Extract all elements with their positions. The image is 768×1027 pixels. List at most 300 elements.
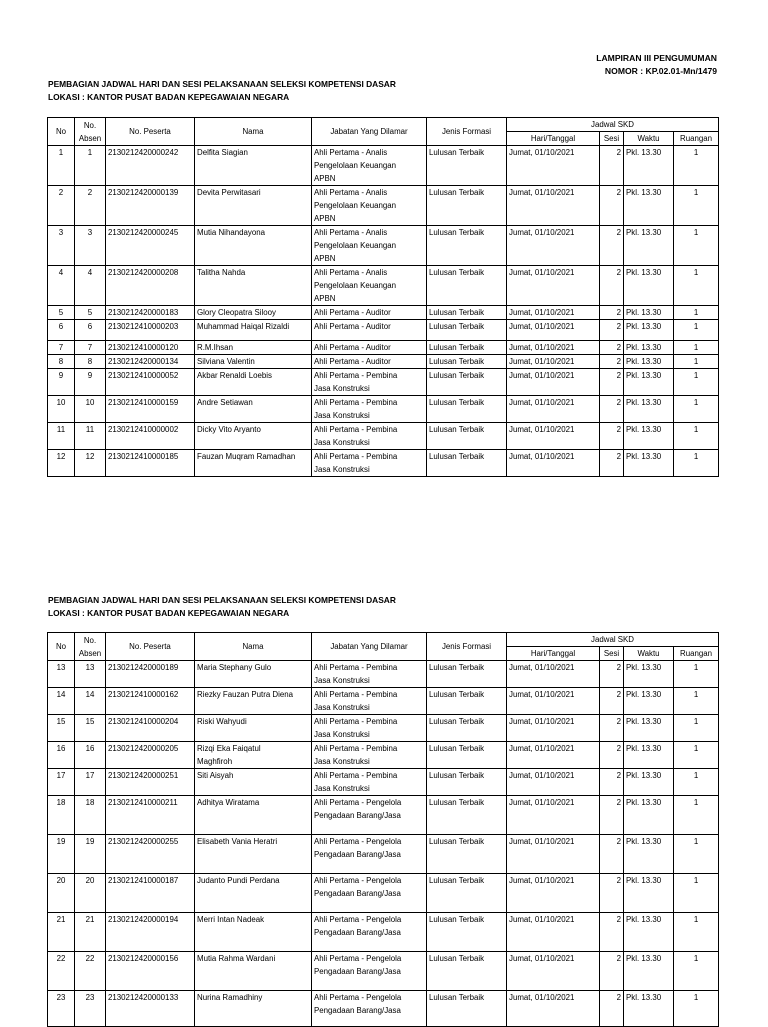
table-row	[48, 991, 719, 1027]
cell-formasi: Lulusan Terbaik	[427, 835, 507, 874]
cell-nama	[195, 226, 312, 266]
cell-ruangan: 1	[674, 355, 719, 369]
cell-absen: 9	[75, 369, 106, 396]
cell-peserta: 2130212420000183	[106, 306, 195, 320]
cell-no: 10	[48, 396, 75, 423]
cell-jabatan-line: Pengelolaan Keuangan	[314, 241, 397, 250]
cell-sesi: 2	[600, 146, 624, 186]
cell-nama-line: Muhammad Haiqal Rizaldi	[197, 322, 290, 331]
col-ruangan: Ruangan	[674, 647, 719, 661]
cell-jabatan-line: Ahli Pertama - Pembina	[314, 398, 398, 407]
table-row	[48, 835, 719, 874]
cell-nama	[195, 661, 312, 688]
cell-no: 15	[48, 715, 75, 742]
cell-hari: Jumat, 01/10/2021	[507, 688, 600, 715]
cell-jabatan-line: Pengelolaan Keuangan	[314, 281, 397, 290]
cell-jabatan-line: Jasa Konstruksi	[314, 465, 370, 474]
cell-waktu: Pkl. 13.30	[624, 266, 674, 306]
cell-jabatan	[312, 369, 427, 396]
cell-nama-line: Maghfiroh	[197, 757, 233, 766]
cell-ruangan: 1	[674, 991, 719, 1027]
cell-no: 13	[48, 661, 75, 688]
table-body-2	[48, 661, 719, 1027]
cell-absen: 4	[75, 266, 106, 306]
cell-absen: 20	[75, 874, 106, 913]
table-row	[48, 661, 719, 688]
cell-jabatan	[312, 952, 427, 991]
table-row	[48, 796, 719, 835]
cell-jabatan	[312, 661, 427, 688]
cell-formasi: Lulusan Terbaik	[427, 146, 507, 186]
cell-no: 18	[48, 796, 75, 835]
cell-hari: Jumat, 01/10/2021	[507, 742, 600, 769]
cell-ruangan: 1	[674, 742, 719, 769]
table-row	[48, 396, 719, 423]
cell-waktu: Pkl. 13.30	[624, 742, 674, 769]
cell-formasi: Lulusan Terbaik	[427, 423, 507, 450]
cell-nama	[195, 146, 312, 186]
cell-absen: 23	[75, 991, 106, 1027]
table-row	[48, 874, 719, 913]
col-formasi: Jenis Formasi	[427, 118, 507, 146]
cell-no: 1	[48, 146, 75, 186]
cell-nama	[195, 952, 312, 991]
cell-absen: 22	[75, 952, 106, 991]
cell-nama-line: Maria Stephany Gulo	[197, 663, 272, 672]
cell-hari: Jumat, 01/10/2021	[507, 146, 600, 186]
cell-nama	[195, 874, 312, 913]
cell-ruangan: 1	[674, 306, 719, 320]
cell-no: 3	[48, 226, 75, 266]
cell-jabatan-line: Ahli Pertama - Pembina	[314, 771, 398, 780]
cell-jabatan-line: Ahli Pertama - Analis	[314, 268, 388, 277]
cell-jabatan	[312, 341, 427, 355]
cell-peserta: 2130212410000185	[106, 450, 195, 477]
cell-nama-line: Delfita Siagian	[197, 148, 248, 157]
cell-jabatan-line: Jasa Konstruksi	[314, 730, 370, 739]
cell-nama	[195, 306, 312, 320]
table-row	[48, 320, 719, 341]
cell-no: 12	[48, 450, 75, 477]
cell-peserta: 2130212420000205	[106, 742, 195, 769]
cell-jabatan-line: Ahli Pertama - Pengelola	[314, 993, 402, 1002]
cell-hari: Jumat, 01/10/2021	[507, 341, 600, 355]
cell-jabatan	[312, 742, 427, 769]
cell-formasi: Lulusan Terbaik	[427, 874, 507, 913]
cell-sesi: 2	[600, 341, 624, 355]
cell-nama	[195, 355, 312, 369]
cell-ruangan: 1	[674, 688, 719, 715]
cell-jabatan-line: Jasa Konstruksi	[314, 438, 370, 447]
cell-peserta: 2130212420000255	[106, 835, 195, 874]
cell-hari: Jumat, 01/10/2021	[507, 450, 600, 477]
cell-jabatan-line: APBN	[314, 254, 336, 263]
cell-formasi: Lulusan Terbaik	[427, 769, 507, 796]
cell-peserta: 2130212420000245	[106, 226, 195, 266]
cell-nama-line: Rizqi Eka Faiqatul	[197, 744, 261, 753]
cell-sesi: 2	[600, 874, 624, 913]
cell-sesi: 2	[600, 369, 624, 396]
cell-waktu: Pkl. 13.30	[624, 688, 674, 715]
cell-waktu: Pkl. 13.30	[624, 661, 674, 688]
cell-peserta: 2130212420000208	[106, 266, 195, 306]
cell-jabatan-line: Jasa Konstruksi	[314, 411, 370, 420]
col-waktu: Waktu	[624, 647, 674, 661]
heading-lokasi: LOKASI : KANTOR PUSAT BADAN KEPEGAWAIAN NEGARA	[48, 92, 290, 102]
cell-jabatan-line: Pengelolaan Keuangan	[314, 201, 397, 210]
cell-no: 9	[48, 369, 75, 396]
cell-formasi: Lulusan Terbaik	[427, 688, 507, 715]
cell-jabatan-line: Pengadaan Barang/Jasa	[314, 928, 401, 937]
cell-hari: Jumat, 01/10/2021	[507, 369, 600, 396]
table-row	[48, 306, 719, 320]
cell-nama-line: Elisabeth Vania Heratri	[197, 837, 278, 846]
cell-nama	[195, 769, 312, 796]
cell-no: 14	[48, 688, 75, 715]
cell-waktu: Pkl. 13.30	[624, 715, 674, 742]
cell-nama-line: Mutia Nihandayona	[197, 228, 265, 237]
col-sesi: Sesi	[600, 132, 624, 146]
cell-ruangan: 1	[674, 423, 719, 450]
cell-peserta: 2130212420000242	[106, 146, 195, 186]
cell-ruangan: 1	[674, 320, 719, 341]
cell-absen: 2	[75, 186, 106, 226]
cell-sesi: 2	[600, 742, 624, 769]
cell-jabatan	[312, 186, 427, 226]
cell-hari: Jumat, 01/10/2021	[507, 355, 600, 369]
col-jadwal: Jadwal SKD	[507, 633, 719, 647]
cell-nama-line: Silviana Valentin	[197, 357, 255, 366]
heading-lokasi: LOKASI : KANTOR PUSAT BADAN KEPEGAWAIAN NEGARA	[48, 608, 290, 618]
lampiran-nomor: NOMOR : KP.02.01-Mn/1479	[604, 66, 717, 76]
cell-sesi: 2	[600, 835, 624, 874]
cell-peserta: 2130212420000139	[106, 186, 195, 226]
cell-nama	[195, 396, 312, 423]
cell-formasi: Lulusan Terbaik	[427, 306, 507, 320]
cell-no: 6	[48, 320, 75, 341]
cell-hari: Jumat, 01/10/2021	[507, 306, 600, 320]
cell-absen: 10	[75, 396, 106, 423]
cell-sesi: 2	[600, 688, 624, 715]
cell-jabatan-line: Ahli Pertama - Analis	[314, 148, 388, 157]
table-row	[48, 742, 719, 769]
cell-absen: 19	[75, 835, 106, 874]
cell-waktu: Pkl. 13.30	[624, 226, 674, 266]
table-row	[48, 450, 719, 477]
cell-hari: Jumat, 01/10/2021	[507, 266, 600, 306]
cell-waktu: Pkl. 13.30	[624, 913, 674, 952]
table-row	[48, 913, 719, 952]
cell-nama-line: Akbar Renaldi Loebis	[197, 371, 273, 380]
cell-jabatan-line: Ahli Pertama - Pengelola	[314, 915, 402, 924]
cell-ruangan: 1	[674, 186, 719, 226]
cell-jabatan	[312, 355, 427, 369]
col-hari: Hari/Tanggal	[507, 647, 600, 661]
cell-jabatan-line: Pengadaan Barang/Jasa	[314, 889, 401, 898]
col-nama: Nama	[195, 633, 312, 661]
cell-waktu: Pkl. 13.30	[624, 796, 674, 835]
cell-ruangan: 1	[674, 769, 719, 796]
cell-peserta: 2130212420000189	[106, 661, 195, 688]
cell-jabatan-line: Pengadaan Barang/Jasa	[314, 850, 401, 859]
cell-jabatan-line: Ahli Pertama - Analis	[314, 188, 388, 197]
cell-hari: Jumat, 01/10/2021	[507, 423, 600, 450]
cell-peserta: 2130212410000052	[106, 369, 195, 396]
cell-no: 19	[48, 835, 75, 874]
cell-nama	[195, 186, 312, 226]
table-row	[48, 266, 719, 306]
cell-sesi: 2	[600, 306, 624, 320]
cell-hari: Jumat, 01/10/2021	[507, 186, 600, 226]
cell-absen: 3	[75, 226, 106, 266]
cell-no: 17	[48, 769, 75, 796]
table-row	[48, 769, 719, 796]
cell-absen: 7	[75, 341, 106, 355]
cell-no: 21	[48, 913, 75, 952]
cell-formasi: Lulusan Terbaik	[427, 796, 507, 835]
cell-formasi: Lulusan Terbaik	[427, 715, 507, 742]
cell-formasi: Lulusan Terbaik	[427, 369, 507, 396]
cell-jabatan-line: Jasa Konstruksi	[314, 784, 370, 793]
cell-sesi: 2	[600, 952, 624, 991]
table-row	[48, 952, 719, 991]
cell-jabatan	[312, 423, 427, 450]
cell-ruangan: 1	[674, 369, 719, 396]
cell-jabatan	[312, 715, 427, 742]
cell-jabatan-line: Ahli Pertama - Auditor	[314, 343, 391, 352]
cell-jabatan-line: Ahli Pertama - Pembina	[314, 452, 398, 461]
schedule-table-2	[47, 632, 719, 1027]
cell-nama-line: Talitha Nahda	[197, 268, 246, 277]
cell-waktu: Pkl. 13.30	[624, 874, 674, 913]
section-heading-1	[48, 78, 396, 104]
cell-nama-line: Merri Intan Nadeak	[197, 915, 265, 924]
cell-nama-line: Riski Wahyudi	[197, 717, 247, 726]
cell-ruangan: 1	[674, 266, 719, 306]
cell-jabatan-line: Ahli Pertama - Pengelola	[314, 876, 402, 885]
col-formasi: Jenis Formasi	[427, 633, 507, 661]
cell-formasi: Lulusan Terbaik	[427, 320, 507, 341]
cell-ruangan: 1	[674, 450, 719, 477]
table-row	[48, 146, 719, 186]
table-body-1	[48, 146, 719, 477]
cell-absen: 11	[75, 423, 106, 450]
table-row	[48, 186, 719, 226]
lampiran-title: LAMPIRAN III PENGUMUMAN	[596, 53, 717, 63]
cell-jabatan-line: Ahli Pertama - Pembina	[314, 371, 398, 380]
table-row	[48, 715, 719, 742]
cell-no: 20	[48, 874, 75, 913]
cell-jabatan-line: Ahli Pertama - Auditor	[314, 308, 391, 317]
cell-hari: Jumat, 01/10/2021	[507, 320, 600, 341]
table-row	[48, 369, 719, 396]
cell-nama	[195, 742, 312, 769]
cell-jabatan-line: Jasa Konstruksi	[314, 757, 370, 766]
cell-jabatan	[312, 306, 427, 320]
cell-jabatan-line: Ahli Pertama - Pembina	[314, 717, 398, 726]
schedule-table-1	[47, 117, 719, 477]
cell-nama	[195, 450, 312, 477]
cell-sesi: 2	[600, 450, 624, 477]
heading-title: PEMBAGIAN JADWAL HARI DAN SESI PELAKSANAAN SELEKSI KOMPETENSI DASAR	[48, 595, 396, 605]
cell-absen: 13	[75, 661, 106, 688]
cell-formasi: Lulusan Terbaik	[427, 186, 507, 226]
cell-sesi: 2	[600, 396, 624, 423]
cell-formasi: Lulusan Terbaik	[427, 913, 507, 952]
cell-hari: Jumat, 01/10/2021	[507, 715, 600, 742]
cell-hari: Jumat, 01/10/2021	[507, 835, 600, 874]
cell-absen: 8	[75, 355, 106, 369]
cell-nama-line: Siti Aisyah	[197, 771, 234, 780]
col-jabatan: Jabatan Yang Dilamar	[312, 633, 427, 661]
cell-nama-line: Adhitya Wiratama	[197, 798, 260, 807]
cell-jabatan-line: Ahli Pertama - Pengelola	[314, 798, 402, 807]
col-waktu: Waktu	[624, 132, 674, 146]
cell-nama	[195, 835, 312, 874]
cell-peserta: 2130212410000204	[106, 715, 195, 742]
cell-jabatan-line: Pengelolaan Keuangan	[314, 161, 397, 170]
cell-jabatan	[312, 874, 427, 913]
cell-ruangan: 1	[674, 341, 719, 355]
cell-peserta: 2130212410000159	[106, 396, 195, 423]
col-jabatan: Jabatan Yang Dilamar	[312, 118, 427, 146]
cell-jabatan	[312, 913, 427, 952]
col-hari: Hari/Tanggal	[507, 132, 600, 146]
cell-ruangan: 1	[674, 715, 719, 742]
cell-formasi: Lulusan Terbaik	[427, 450, 507, 477]
cell-no: 23	[48, 991, 75, 1027]
cell-no: 8	[48, 355, 75, 369]
cell-waktu: Pkl. 13.30	[624, 186, 674, 226]
cell-nama-line: Fauzan Muqram Ramadhan	[197, 452, 296, 461]
cell-peserta: 2130212410000187	[106, 874, 195, 913]
cell-absen: 12	[75, 450, 106, 477]
cell-nama-line: Nurina Ramadhiny	[197, 993, 263, 1002]
cell-peserta: 2130212410000120	[106, 341, 195, 355]
cell-jabatan-line: APBN	[314, 174, 336, 183]
cell-waktu: Pkl. 13.30	[624, 146, 674, 186]
cell-jabatan	[312, 991, 427, 1027]
cell-jabatan	[312, 320, 427, 341]
cell-jabatan-line: Pengadaan Barang/Jasa	[314, 967, 401, 976]
cell-absen: 5	[75, 306, 106, 320]
cell-nama	[195, 913, 312, 952]
cell-absen: 6	[75, 320, 106, 341]
cell-waktu: Pkl. 13.30	[624, 952, 674, 991]
cell-jabatan-line: Ahli Pertama - Pembina	[314, 690, 398, 699]
cell-no: 5	[48, 306, 75, 320]
cell-sesi: 2	[600, 913, 624, 952]
cell-ruangan: 1	[674, 835, 719, 874]
cell-waktu: Pkl. 13.30	[624, 769, 674, 796]
cell-peserta: 2130212410000203	[106, 320, 195, 341]
table-row	[48, 688, 719, 715]
cell-jabatan-line: Jasa Konstruksi	[314, 384, 370, 393]
cell-formasi: Lulusan Terbaik	[427, 266, 507, 306]
cell-formasi: Lulusan Terbaik	[427, 661, 507, 688]
cell-jabatan	[312, 450, 427, 477]
cell-jabatan	[312, 266, 427, 306]
cell-jabatan	[312, 796, 427, 835]
cell-absen: 16	[75, 742, 106, 769]
cell-hari: Jumat, 01/10/2021	[507, 769, 600, 796]
cell-sesi: 2	[600, 423, 624, 450]
cell-sesi: 2	[600, 266, 624, 306]
cell-absen: 1	[75, 146, 106, 186]
cell-sesi: 2	[600, 226, 624, 266]
cell-jabatan-line: APBN	[314, 294, 336, 303]
cell-waktu: Pkl. 13.30	[624, 835, 674, 874]
table-row	[48, 355, 719, 369]
cell-ruangan: 1	[674, 796, 719, 835]
cell-ruangan: 1	[674, 913, 719, 952]
cell-sesi: 2	[600, 769, 624, 796]
cell-no: 4	[48, 266, 75, 306]
cell-ruangan: 1	[674, 874, 719, 913]
lampiran-block	[560, 52, 717, 78]
col-absen: No. Absen	[75, 633, 106, 661]
cell-waktu: Pkl. 13.30	[624, 306, 674, 320]
cell-ruangan: 1	[674, 661, 719, 688]
cell-jabatan-line: Ahli Pertama - Auditor	[314, 322, 391, 331]
heading-title: PEMBAGIAN JADWAL HARI DAN SESI PELAKSANAAN SELEKSI KOMPETENSI DASAR	[48, 79, 396, 89]
cell-nama-line: Judanto Pundi Perdana	[197, 876, 280, 885]
table-row	[48, 341, 719, 355]
cell-nama	[195, 991, 312, 1027]
cell-nama	[195, 341, 312, 355]
cell-sesi: 2	[600, 796, 624, 835]
col-absen: No. Absen	[75, 118, 106, 146]
cell-nama	[195, 688, 312, 715]
cell-absen: 15	[75, 715, 106, 742]
cell-no: 7	[48, 341, 75, 355]
cell-waktu: Pkl. 13.30	[624, 423, 674, 450]
cell-peserta: 2130212420000133	[106, 991, 195, 1027]
cell-formasi: Lulusan Terbaik	[427, 226, 507, 266]
cell-nama-line: Riezky Fauzan Putra Diena	[197, 690, 294, 699]
cell-waktu: Pkl. 13.30	[624, 320, 674, 341]
cell-ruangan: 1	[674, 226, 719, 266]
cell-sesi: 2	[600, 661, 624, 688]
cell-jabatan	[312, 769, 427, 796]
cell-formasi: Lulusan Terbaik	[427, 952, 507, 991]
cell-ruangan: 1	[674, 396, 719, 423]
col-jadwal: Jadwal SKD	[507, 118, 719, 132]
cell-nama-line: Mutia Rahma Wardani	[197, 954, 276, 963]
cell-jabatan	[312, 226, 427, 266]
cell-sesi: 2	[600, 320, 624, 341]
cell-no: 22	[48, 952, 75, 991]
cell-absen: 21	[75, 913, 106, 952]
cell-jabatan-line: Jasa Konstruksi	[314, 703, 370, 712]
cell-hari: Jumat, 01/10/2021	[507, 226, 600, 266]
cell-no: 2	[48, 186, 75, 226]
cell-jabatan-line: Ahli Pertama - Pembina	[314, 425, 398, 434]
cell-jabatan-line: Jasa Konstruksi	[314, 676, 370, 685]
cell-jabatan-line: Ahli Pertama - Auditor	[314, 357, 391, 366]
cell-jabatan-line: APBN	[314, 214, 336, 223]
cell-jabatan-line: Ahli Pertama - Pengelola	[314, 954, 402, 963]
table-header	[48, 633, 719, 661]
cell-jabatan-line: Ahli Pertama - Pembina	[314, 744, 398, 753]
cell-waktu: Pkl. 13.30	[624, 355, 674, 369]
cell-formasi: Lulusan Terbaik	[427, 396, 507, 423]
cell-jabatan	[312, 688, 427, 715]
cell-hari: Jumat, 01/10/2021	[507, 991, 600, 1027]
cell-hari: Jumat, 01/10/2021	[507, 661, 600, 688]
cell-nama	[195, 715, 312, 742]
table-row	[48, 423, 719, 450]
